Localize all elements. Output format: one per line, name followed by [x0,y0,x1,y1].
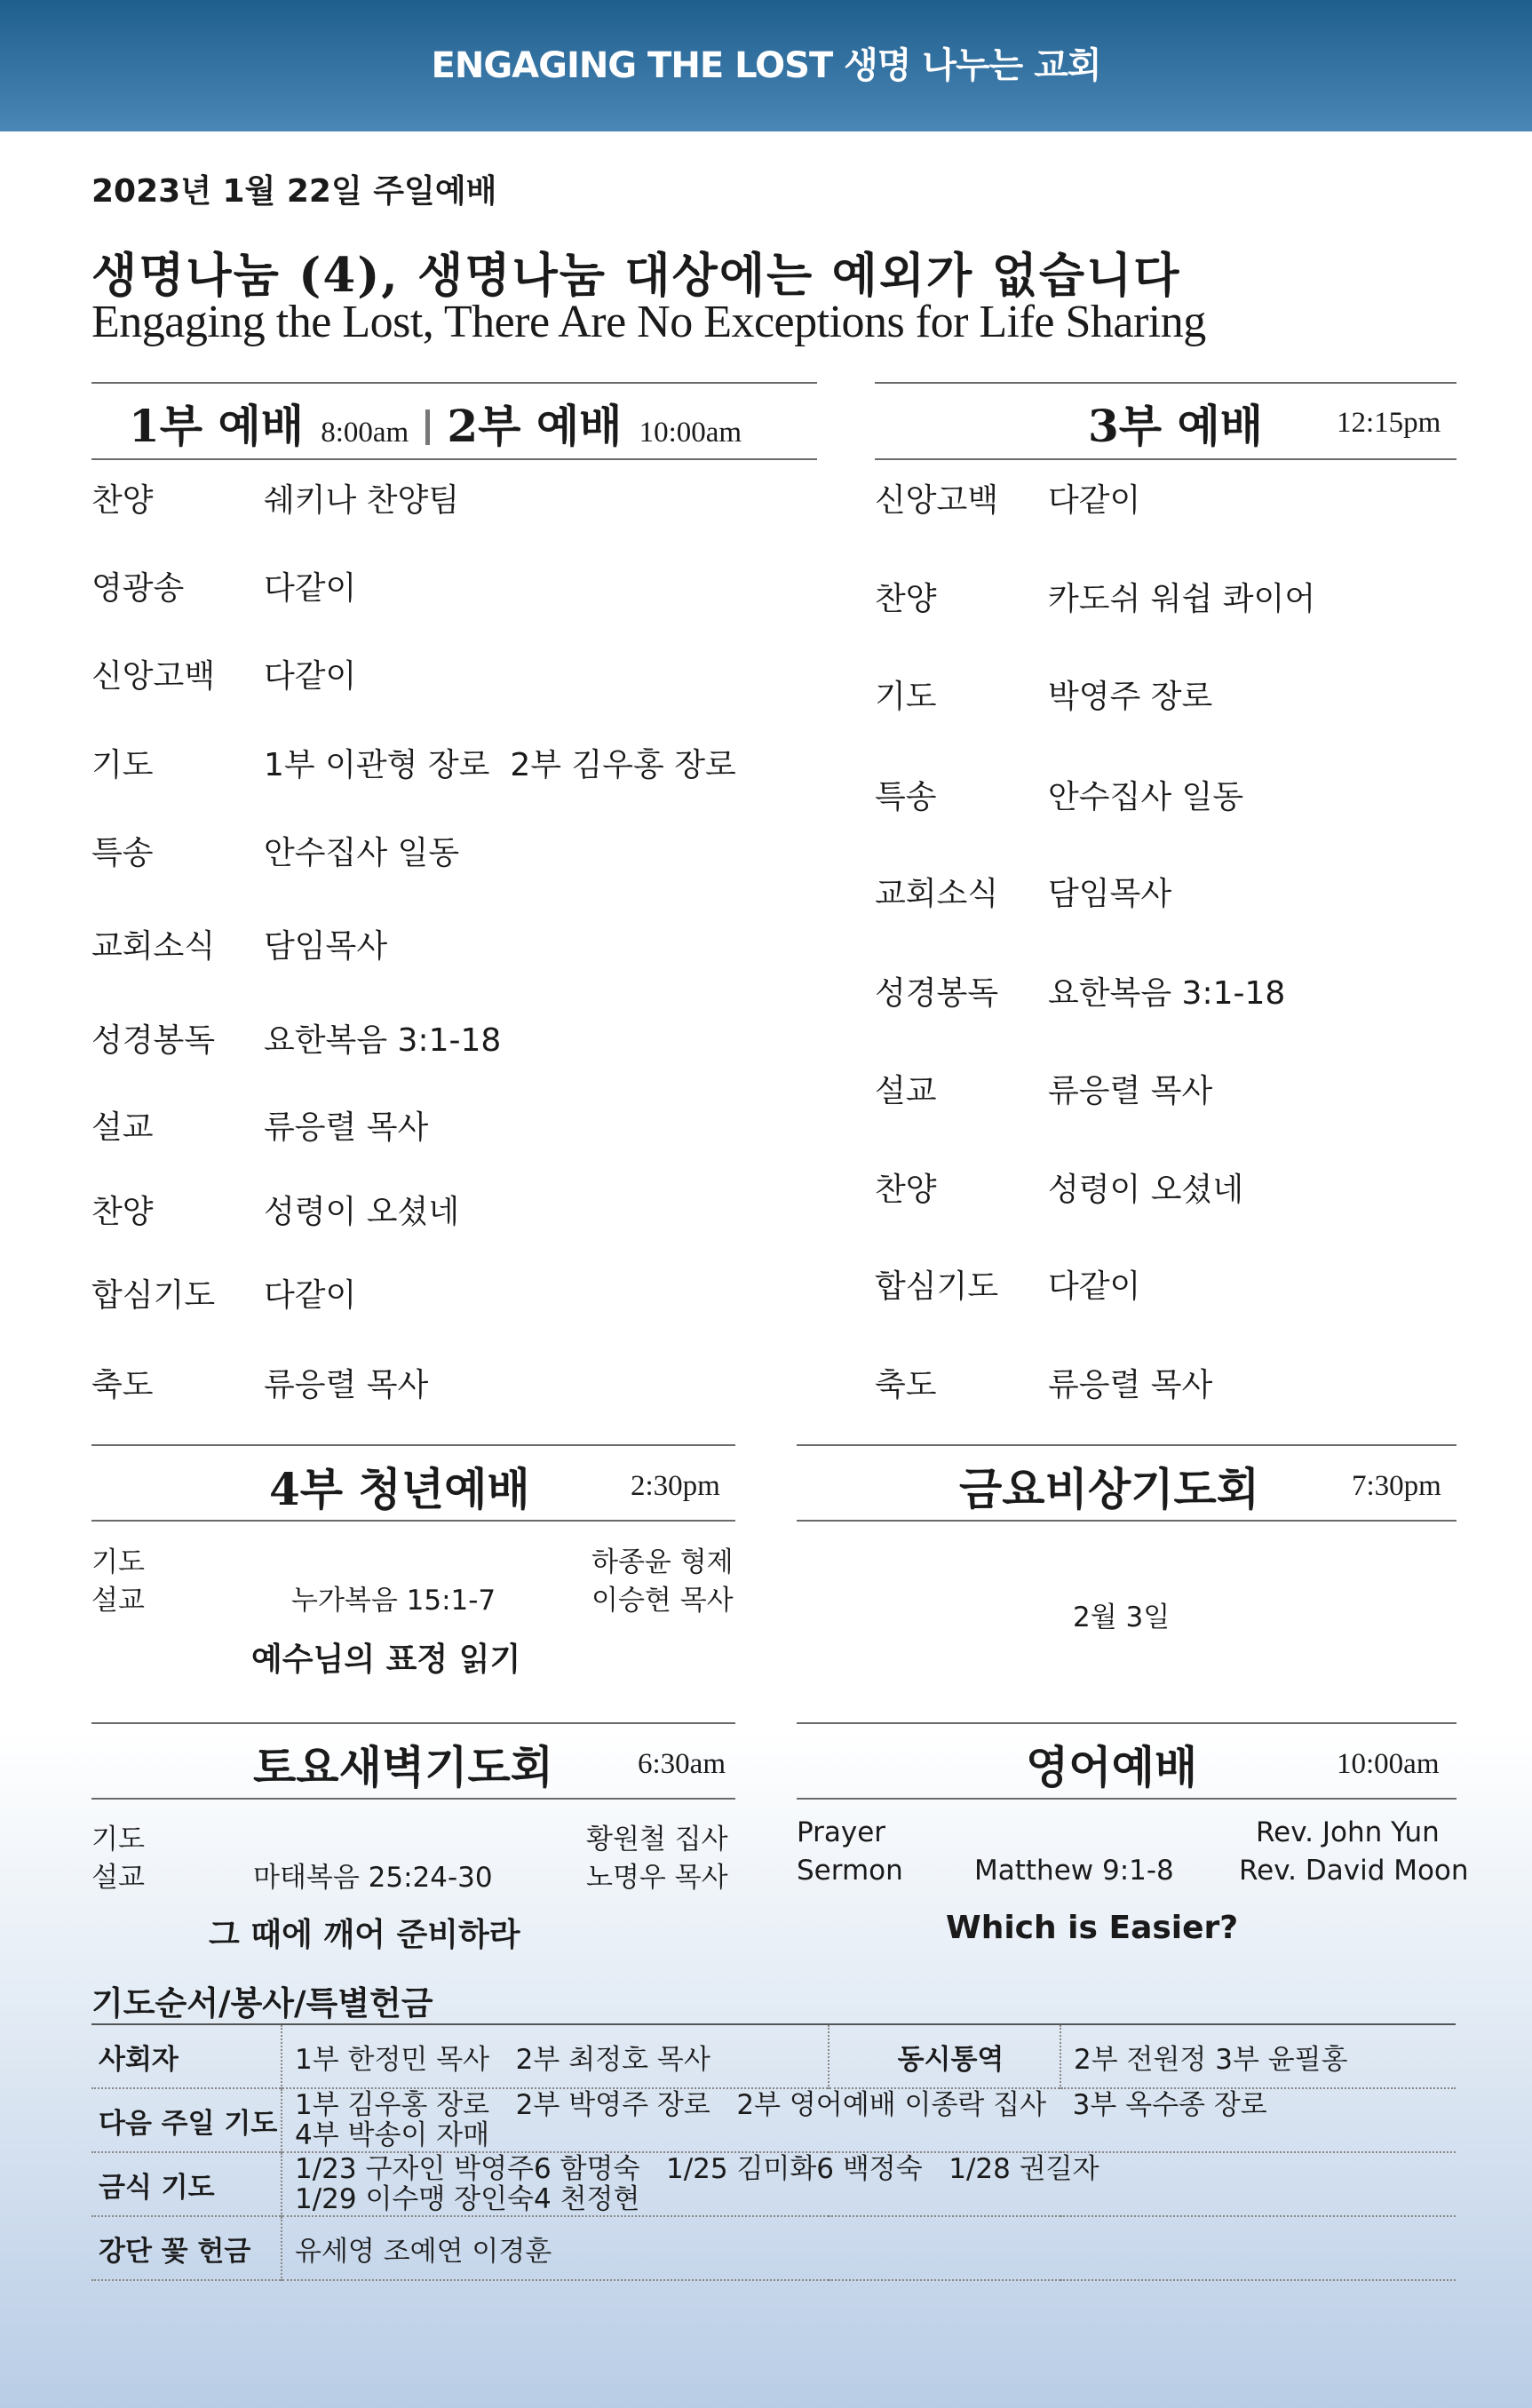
service1-title: 1부 예배 [129,400,305,452]
saturday-title: 토요새벽기도회 [253,1741,554,1793]
saturday-time: 6:30am [638,1748,726,1780]
sermon-title-korean: 생명나눔 (4), 생명나눔 대상에는 예외가 없습니다 [91,248,1181,303]
order-label: 기도 [91,747,154,783]
row-value: 2부 전원정 3부 윤필홍 [1074,2043,1348,2076]
order-label: 찬양 [875,581,937,617]
english-title: 영어예배 [1026,1741,1198,1793]
sermon-title: 예수님의 표정 읽기 [251,1641,521,1678]
order-value: 다같이 [1048,1268,1141,1305]
order-label: 성경봉독 [875,975,999,1012]
order-label: 영광송 [91,570,185,607]
row-label: 다음 주일 기도 [91,2088,282,2152]
prayer-label: Prayer [797,1816,886,1848]
divider [797,1798,1457,1800]
order-label: 성경봉독 [91,1022,216,1059]
order-value: 류응렬 목사 [264,1367,429,1403]
order-label: 축도 [875,1367,937,1403]
table-row [91,2152,1456,2216]
order-label: 특송 [91,835,154,871]
preacher: 이승현 목사 [591,1585,734,1617]
prayer-person: Rev. John Yun [1256,1816,1440,1848]
divider [875,382,1457,384]
order-label: 설교 [91,1109,154,1146]
date-line: 2023년 1월 22일 주일예배 [91,173,497,210]
row-value-line: 1부 김우홍 장로 2부 박영주 장로 2부 영어예배 이종락 집사 3부 옥수종 장로 [295,2089,1267,2121]
header-title: ENGAGING THE LOST 생명 나누는 교회 [431,45,1101,86]
order-value: 성령이 오셨네 [264,1194,460,1230]
divider [797,1520,1457,1522]
divider [797,1444,1457,1446]
divider [91,1444,735,1446]
order-value: 박영주 장로 [1048,679,1213,715]
row-value-line: 4부 박송이 자매 [295,2119,490,2151]
order-label: 신앙고백 [91,658,216,695]
row-value: 1부 한정민 목사 2부 최정호 목사 [295,2043,710,2076]
order-value: 1부 이관형 장로 2부 김우홍 장로 [264,747,736,783]
divider [91,382,817,384]
order-value: 요한복음 3:1-18 [264,1022,502,1059]
friday-time: 7:30pm [1352,1470,1441,1502]
divider [91,1798,735,1800]
scripture: 누가복음 15:1-7 [291,1585,496,1617]
row-value [282,2152,1456,2216]
divider [91,1520,735,1522]
service-duties-table [91,2023,1456,2281]
order-value: 류응렬 목사 [1048,1367,1213,1403]
prayer-person: 황원철 집사 [586,1824,728,1856]
order-value: 안수집사 일동 [264,835,460,871]
sermon-title: 그 때에 깨어 준비하라 [209,1917,520,1953]
service4-time: 2:30pm [631,1470,720,1502]
order-label: 교회소식 [91,928,216,965]
row-value: 유세영 조예연 이경훈 [295,2235,552,2268]
row-value [282,2088,1456,2152]
divider [91,1722,735,1724]
english-time: 10:00am [1337,1748,1440,1780]
order-value: 성령이 오셨네 [1048,1172,1244,1208]
sermon-label: 설교 [91,1862,145,1894]
order-label: 찬양 [91,1194,154,1230]
order-label: 신앙고백 [875,482,999,519]
order-value: 다같이 [264,1277,357,1314]
row-label: 강단 꽃 헌금 [91,2216,282,2280]
order-label: 찬양 [875,1172,937,1208]
separator-bar [425,409,430,445]
page-header [0,0,1532,131]
order-label: 찬양 [91,482,154,519]
order-value: 류응렬 목사 [1048,1073,1213,1109]
friday-title: 금요비상기도회 [959,1463,1260,1515]
row-value-line: 1/23 구자인 박영주6 함명숙 1/25 김미화6 백정숙 1/28 권길자 [295,2153,1099,2185]
divider [91,458,817,460]
prayer-person: 하종윤 형제 [591,1546,734,1578]
sermon-label: Sermon [797,1855,903,1887]
table-row [91,2216,1456,2280]
order-label: 교회소식 [875,876,999,912]
order-label: 합심기도 [91,1277,216,1314]
order-label: 합심기도 [875,1268,999,1305]
service2-title: 2부 예배 [447,400,623,452]
preacher: Rev. David Moon [1239,1855,1469,1887]
preacher: 노명우 목사 [586,1862,728,1894]
service-duties-heading: 기도순서/봉사/특별헌금 [91,1984,433,2023]
prayer-label: 기도 [91,1546,145,1578]
table-row [91,2024,1456,2088]
service2-time: 10:00am [639,417,742,449]
prayer-label: 기도 [91,1824,145,1856]
row-label: 동시통역 [829,2024,1060,2088]
order-label: 특송 [875,779,937,815]
row-value-line: 1/29 이수맹 장인숙4 천정현 [295,2183,640,2215]
service3-title: 3부 예배 [1088,400,1264,452]
service1-time: 8:00am [321,417,409,449]
friday-date: 2월 3일 [1073,1601,1171,1633]
order-value: 요한복음 3:1-18 [1048,975,1286,1012]
order-label: 기도 [875,679,937,715]
order-value: 다같이 [264,658,357,695]
divider [875,458,1457,460]
order-value: 다같이 [264,570,357,607]
order-label: 설교 [875,1073,937,1109]
row-label: 사회자 [91,2024,282,2088]
order-value: 담임목사 [264,928,388,965]
service3-time: 12:15pm [1337,407,1441,439]
scripture: 마태복음 25:24-30 [253,1862,493,1894]
order-value: 안수집사 일동 [1048,779,1244,815]
row-label: 금식 기도 [91,2152,282,2216]
order-value: 담임목사 [1048,876,1172,912]
sermon-title-english: Engaging the Lost, There Are No Exceptions for Life Sharing [91,297,1206,347]
sermon-label: 설교 [91,1585,145,1617]
divider [797,1722,1457,1724]
order-label: 축도 [91,1367,154,1403]
table-row [91,2088,1456,2152]
order-value: 다같이 [1048,482,1141,519]
order-value: 카도쉬 워쉽 콰이어 [1048,581,1316,617]
sermon-title: Which is Easier? [946,1910,1239,1946]
scripture: Matthew 9:1-8 [974,1855,1174,1887]
service4-title: 4부 청년예배 [269,1463,530,1515]
service12-heading [129,391,742,453]
order-value: 류응렬 목사 [264,1109,429,1146]
order-value: 쉐키나 찬양팀 [264,482,460,519]
